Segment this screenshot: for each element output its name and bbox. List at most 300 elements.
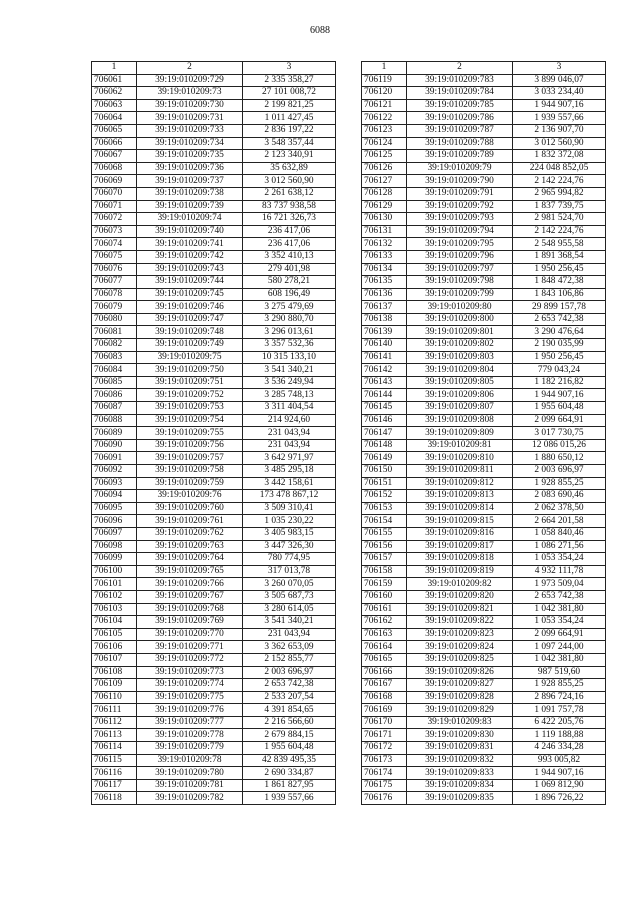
- cadastral-number-cell: 39:19:010209:797: [407, 263, 513, 276]
- row-number-cell: 706156: [362, 540, 407, 553]
- table-row: [92, 792, 336, 805]
- value-cell: 1 939 557,66: [243, 792, 336, 805]
- value-cell: 1 091 757,78: [513, 704, 606, 717]
- table-row: [362, 792, 606, 805]
- value-cell: 3 033 234,40: [513, 87, 606, 100]
- table-row: [362, 250, 606, 263]
- table-row: [92, 187, 336, 200]
- row-number-cell: 706158: [362, 565, 407, 578]
- row-number-cell: 706102: [92, 590, 137, 603]
- value-cell: 173 478 867,12: [243, 490, 336, 503]
- value-cell: 27 101 008,72: [243, 87, 336, 100]
- table-row: [92, 414, 336, 427]
- row-number-cell: 706104: [92, 616, 137, 629]
- cadastral-number-cell: 39:19:010209:774: [137, 679, 243, 692]
- value-cell: 987 519,60: [513, 666, 606, 679]
- cadastral-number-cell: 39:19:010209:803: [407, 351, 513, 364]
- value-cell: 3 642 971,97: [243, 452, 336, 465]
- cadastral-number-cell: 39:19:010209:815: [407, 515, 513, 528]
- cadastral-number-cell: 39:19:010209:763: [137, 540, 243, 553]
- table-row: [92, 628, 336, 641]
- value-cell: 2 836 197,22: [243, 124, 336, 137]
- value-cell: 83 737 938,58: [243, 200, 336, 213]
- cadastral-number-cell: 39:19:010209:830: [407, 729, 513, 742]
- cadastral-number-cell: 39:19:010209:734: [137, 137, 243, 150]
- cadastral-number-cell: 39:19:010209:821: [407, 603, 513, 616]
- cadastral-number-cell: 39:19:010209:832: [407, 754, 513, 767]
- table-row: [362, 439, 606, 452]
- cadastral-number-cell: 39:19:010209:736: [137, 162, 243, 175]
- value-cell: 3 899 046,07: [513, 74, 606, 87]
- value-cell: 3 012 560,90: [243, 175, 336, 188]
- row-number-cell: 706105: [92, 628, 137, 641]
- cadastral-number-cell: 39:19:010209:74: [137, 213, 243, 226]
- table-row: [362, 540, 606, 553]
- row-number-cell: 706070: [92, 187, 137, 200]
- cadastral-number-cell: 39:19:010209:749: [137, 339, 243, 352]
- row-number-cell: 706132: [362, 238, 407, 251]
- value-cell: 2 099 664,91: [513, 414, 606, 427]
- cadastral-number-cell: 39:19:010209:802: [407, 339, 513, 352]
- cadastral-number-cell: 39:19:010209:773: [137, 666, 243, 679]
- cadastral-number-cell: 39:19:010209:767: [137, 590, 243, 603]
- cadastral-number-cell: 39:19:010209:81: [407, 439, 513, 452]
- row-number-cell: 706073: [92, 225, 137, 238]
- cadastral-number-cell: 39:19:010209:755: [137, 427, 243, 440]
- value-cell: 2 653 742,38: [513, 313, 606, 326]
- table-row: [362, 527, 606, 540]
- cadastral-number-cell: 39:19:010209:731: [137, 112, 243, 125]
- value-cell: 2 083 690,46: [513, 490, 606, 503]
- value-cell: 2 548 955,58: [513, 238, 606, 251]
- table-row: [362, 276, 606, 289]
- table-row: [362, 628, 606, 641]
- value-cell: 3 311 404,54: [243, 402, 336, 415]
- row-number-cell: 706141: [362, 351, 407, 364]
- value-cell: 2 653 742,38: [513, 590, 606, 603]
- table-row: [92, 402, 336, 415]
- table-row: [92, 288, 336, 301]
- cadastral-number-cell: 39:19:010209:765: [137, 565, 243, 578]
- cadastral-number-cell: 39:19:010209:80: [407, 301, 513, 314]
- table-row: [92, 729, 336, 742]
- value-cell: 231 043,94: [243, 628, 336, 641]
- value-cell: 1 955 604,48: [243, 742, 336, 755]
- column-header-1: 1: [92, 62, 137, 75]
- row-number-cell: 706174: [362, 767, 407, 780]
- row-number-cell: 706165: [362, 653, 407, 666]
- row-number-cell: 706138: [362, 313, 407, 326]
- row-number-cell: 706125: [362, 150, 407, 163]
- cadastral-number-cell: 39:19:010209:782: [137, 792, 243, 805]
- row-number-cell: 706066: [92, 137, 137, 150]
- table-row: [362, 187, 606, 200]
- table-row: [92, 313, 336, 326]
- value-cell: 1 053 354,24: [513, 553, 606, 566]
- value-cell: 3 285 748,13: [243, 389, 336, 402]
- value-cell: 1 011 427,45: [243, 112, 336, 125]
- row-number-cell: 706145: [362, 402, 407, 415]
- value-cell: 1 944 907,16: [513, 389, 606, 402]
- row-number-cell: 706091: [92, 452, 137, 465]
- cadastral-number-cell: 39:19:010209:778: [137, 729, 243, 742]
- value-cell: 2 062 378,50: [513, 502, 606, 515]
- table-row: [362, 87, 606, 100]
- row-number-cell: 706111: [92, 704, 137, 717]
- cadastral-number-cell: 39:19:010209:804: [407, 364, 513, 377]
- table-row: [92, 679, 336, 692]
- value-cell: 3 541 340,21: [243, 364, 336, 377]
- cadastral-number-cell: 39:19:010209:791: [407, 187, 513, 200]
- value-cell: 3 290 880,70: [243, 313, 336, 326]
- row-number-cell: 706071: [92, 200, 137, 213]
- cadastral-number-cell: 39:19:010209:73: [137, 87, 243, 100]
- row-number-cell: 706074: [92, 238, 137, 251]
- table-row: [362, 124, 606, 137]
- table-row: [92, 175, 336, 188]
- table-row: [362, 679, 606, 692]
- row-number-cell: 706167: [362, 679, 407, 692]
- cadastral-number-cell: 39:19:010209:787: [407, 124, 513, 137]
- row-number-cell: 706130: [362, 213, 407, 226]
- value-cell: 1 119 188,88: [513, 729, 606, 742]
- table-row: [92, 301, 336, 314]
- value-cell: 608 196,49: [243, 288, 336, 301]
- row-number-cell: 706159: [362, 578, 407, 591]
- row-number-cell: 706129: [362, 200, 407, 213]
- row-number-cell: 706121: [362, 99, 407, 112]
- row-number-cell: 706127: [362, 175, 407, 188]
- row-number-cell: 706061: [92, 74, 137, 87]
- cadastral-number-cell: 39:19:010209:754: [137, 414, 243, 427]
- value-cell: 2 679 884,15: [243, 729, 336, 742]
- table-row: [362, 376, 606, 389]
- table-row: [92, 779, 336, 792]
- value-cell: 236 417,06: [243, 225, 336, 238]
- table-row: [362, 502, 606, 515]
- row-number-cell: 706131: [362, 225, 407, 238]
- row-number-cell: 706124: [362, 137, 407, 150]
- table-row: [362, 301, 606, 314]
- row-number-cell: 706080: [92, 313, 137, 326]
- table-row: [362, 716, 606, 729]
- table-row: [92, 565, 336, 578]
- table-row: [92, 376, 336, 389]
- cadastral-number-cell: 39:19:010209:776: [137, 704, 243, 717]
- row-number-cell: 706140: [362, 339, 407, 352]
- cadastral-number-cell: 39:19:010209:768: [137, 603, 243, 616]
- table-row: [362, 603, 606, 616]
- value-cell: 42 839 495,35: [243, 754, 336, 767]
- table-row: [92, 616, 336, 629]
- table-row: [92, 427, 336, 440]
- value-cell: 16 721 326,73: [243, 213, 336, 226]
- table-row: [92, 124, 336, 137]
- cadastral-number-cell: 39:19:010209:822: [407, 616, 513, 629]
- table-row: [92, 767, 336, 780]
- row-number-cell: 706079: [92, 301, 137, 314]
- cadastral-number-cell: 39:19:010209:808: [407, 414, 513, 427]
- value-cell: 2 142 224,76: [513, 225, 606, 238]
- row-number-cell: 706147: [362, 427, 407, 440]
- table-row: [92, 754, 336, 767]
- cadastral-number-cell: 39:19:010209:826: [407, 666, 513, 679]
- table-row: [362, 288, 606, 301]
- value-cell: 1 069 812,90: [513, 779, 606, 792]
- cadastral-number-cell: 39:19:010209:793: [407, 213, 513, 226]
- cadastral-number-cell: 39:19:010209:766: [137, 578, 243, 591]
- row-number-cell: 706067: [92, 150, 137, 163]
- row-number-cell: 706168: [362, 691, 407, 704]
- value-cell: 2 199 821,25: [243, 99, 336, 112]
- table-row: [362, 364, 606, 377]
- row-number-cell: 706171: [362, 729, 407, 742]
- row-number-cell: 706170: [362, 716, 407, 729]
- cadastral-number-cell: 39:19:010209:795: [407, 238, 513, 251]
- row-number-cell: 706135: [362, 276, 407, 289]
- registry-table-right: [361, 61, 606, 805]
- table-row: [362, 565, 606, 578]
- cadastral-number-cell: 39:19:010209:814: [407, 502, 513, 515]
- table-row: [362, 74, 606, 87]
- cadastral-number-cell: 39:19:010209:790: [407, 175, 513, 188]
- row-number-cell: 706081: [92, 326, 137, 339]
- row-number-cell: 706083: [92, 351, 137, 364]
- row-number-cell: 706175: [362, 779, 407, 792]
- table-row: [92, 553, 336, 566]
- cadastral-number-cell: 39:19:010209:737: [137, 175, 243, 188]
- cadastral-number-cell: 39:19:010209:775: [137, 691, 243, 704]
- value-cell: 3 260 070,05: [243, 578, 336, 591]
- table-row: [362, 691, 606, 704]
- table-row: [92, 704, 336, 717]
- table-row: [92, 213, 336, 226]
- row-number-cell: 706157: [362, 553, 407, 566]
- cadastral-number-cell: 39:19:010209:827: [407, 679, 513, 692]
- table-row: [362, 452, 606, 465]
- table-row: [362, 704, 606, 717]
- table-row: [362, 754, 606, 767]
- row-number-cell: 706088: [92, 414, 137, 427]
- cadastral-number-cell: 39:19:010209:750: [137, 364, 243, 377]
- row-number-cell: 706085: [92, 376, 137, 389]
- row-number-cell: 706155: [362, 527, 407, 540]
- value-cell: 2 690 334,87: [243, 767, 336, 780]
- cadastral-number-cell: 39:19:010209:744: [137, 276, 243, 289]
- value-cell: 1 035 230,22: [243, 515, 336, 528]
- row-number-cell: 706150: [362, 465, 407, 478]
- cadastral-number-cell: 39:19:010209:745: [137, 288, 243, 301]
- table-row: [92, 502, 336, 515]
- value-cell: 12 086 015,26: [513, 439, 606, 452]
- value-cell: 1 832 372,08: [513, 150, 606, 163]
- table-row: [92, 276, 336, 289]
- value-cell: 3 362 653,09: [243, 641, 336, 654]
- row-number-cell: 706084: [92, 364, 137, 377]
- cadastral-number-cell: 39:19:010209:799: [407, 288, 513, 301]
- cadastral-number-cell: 39:19:010209:733: [137, 124, 243, 137]
- table-row: [92, 99, 336, 112]
- value-cell: 1 042 381,80: [513, 603, 606, 616]
- table-row: [92, 112, 336, 125]
- value-cell: 4 246 334,28: [513, 742, 606, 755]
- cadastral-number-cell: 39:19:010209:760: [137, 502, 243, 515]
- table-row: [362, 162, 606, 175]
- row-number-cell: 706065: [92, 124, 137, 137]
- row-number-cell: 706114: [92, 742, 137, 755]
- value-cell: 1 042 381,80: [513, 653, 606, 666]
- column-header-2: 2: [137, 62, 243, 75]
- row-number-cell: 706136: [362, 288, 407, 301]
- row-number-cell: 706072: [92, 213, 137, 226]
- column-header-3: 3: [243, 62, 336, 75]
- cadastral-number-cell: 39:19:010209:794: [407, 225, 513, 238]
- column-header-2: 2: [407, 62, 513, 75]
- row-number-cell: 706062: [92, 87, 137, 100]
- row-number-cell: 706115: [92, 754, 137, 767]
- row-number-cell: 706122: [362, 112, 407, 125]
- row-number-cell: 706092: [92, 465, 137, 478]
- row-number-cell: 706100: [92, 565, 137, 578]
- cadastral-number-cell: 39:19:010209:75: [137, 351, 243, 364]
- row-number-cell: 706082: [92, 339, 137, 352]
- cadastral-number-cell: 39:19:010209:813: [407, 490, 513, 503]
- row-number-cell: 706108: [92, 666, 137, 679]
- cadastral-number-cell: 39:19:010209:753: [137, 402, 243, 415]
- table-row: [92, 477, 336, 490]
- table-row: [362, 427, 606, 440]
- value-cell: 2 664 201,58: [513, 515, 606, 528]
- row-number-cell: 706113: [92, 729, 137, 742]
- table-row: [362, 553, 606, 566]
- value-cell: 993 005,82: [513, 754, 606, 767]
- value-cell: 2 123 340,91: [243, 150, 336, 163]
- table-row: [92, 515, 336, 528]
- row-number-cell: 706098: [92, 540, 137, 553]
- table-row: [92, 339, 336, 352]
- row-number-cell: 706068: [92, 162, 137, 175]
- table-row: [362, 414, 606, 427]
- table-row: [362, 389, 606, 402]
- value-cell: 2 003 696,97: [513, 465, 606, 478]
- table-row: [92, 200, 336, 213]
- value-cell: 1 939 557,66: [513, 112, 606, 125]
- cadastral-number-cell: 39:19:010209:756: [137, 439, 243, 452]
- table-row: [92, 87, 336, 100]
- value-cell: 780 774,95: [243, 553, 336, 566]
- row-number-cell: 706173: [362, 754, 407, 767]
- row-number-cell: 706110: [92, 691, 137, 704]
- table-row: [92, 603, 336, 616]
- row-number-cell: 706077: [92, 276, 137, 289]
- cadastral-number-cell: 39:19:010209:807: [407, 402, 513, 415]
- table-row: [92, 578, 336, 591]
- row-number-cell: 706154: [362, 515, 407, 528]
- table-row: [92, 225, 336, 238]
- cadastral-number-cell: 39:19:010209:812: [407, 477, 513, 490]
- table-row: [92, 742, 336, 755]
- cadastral-number-cell: 39:19:010209:780: [137, 767, 243, 780]
- row-number-cell: 706144: [362, 389, 407, 402]
- row-number-cell: 706169: [362, 704, 407, 717]
- row-number-cell: 706149: [362, 452, 407, 465]
- cadastral-number-cell: 39:19:010209:752: [137, 389, 243, 402]
- table-row: [92, 641, 336, 654]
- value-cell: 2 896 724,16: [513, 691, 606, 704]
- value-cell: 231 043,94: [243, 427, 336, 440]
- cadastral-number-cell: 39:19:010209:819: [407, 565, 513, 578]
- cadastral-number-cell: 39:19:010209:771: [137, 641, 243, 654]
- cadastral-number-cell: 39:19:010209:783: [407, 74, 513, 87]
- table-row: [362, 326, 606, 339]
- value-cell: 2 335 358,27: [243, 74, 336, 87]
- cadastral-number-cell: 39:19:010209:761: [137, 515, 243, 528]
- cadastral-number-cell: 39:19:010209:742: [137, 250, 243, 263]
- cadastral-number-cell: 39:19:010209:759: [137, 477, 243, 490]
- table-row: [92, 137, 336, 150]
- cadastral-number-cell: 39:19:010209:788: [407, 137, 513, 150]
- cadastral-number-cell: 39:19:010209:811: [407, 465, 513, 478]
- value-cell: 1 053 354,24: [513, 616, 606, 629]
- cadastral-number-cell: 39:19:010209:796: [407, 250, 513, 263]
- cadastral-number-cell: 39:19:010209:800: [407, 313, 513, 326]
- value-cell: 317 013,78: [243, 565, 336, 578]
- value-cell: 1 182 216,82: [513, 376, 606, 389]
- row-number-cell: 706128: [362, 187, 407, 200]
- value-cell: 3 541 340,21: [243, 616, 336, 629]
- table-row: [362, 150, 606, 163]
- value-cell: 1 086 271,56: [513, 540, 606, 553]
- table-row: [92, 162, 336, 175]
- value-cell: 3 012 560,90: [513, 137, 606, 150]
- registry-table-left-body: [92, 74, 336, 804]
- cadastral-number-cell: 39:19:010209:817: [407, 540, 513, 553]
- cadastral-number-cell: 39:19:010209:810: [407, 452, 513, 465]
- value-cell: 214 924,60: [243, 414, 336, 427]
- value-cell: 3 442 158,61: [243, 477, 336, 490]
- row-number-cell: 706101: [92, 578, 137, 591]
- cadastral-number-cell: 39:19:010209:792: [407, 200, 513, 213]
- value-cell: 3 505 687,73: [243, 590, 336, 603]
- table-row: [362, 313, 606, 326]
- table-row: [92, 590, 336, 603]
- row-number-cell: 706096: [92, 515, 137, 528]
- cadastral-number-cell: 39:19:010209:751: [137, 376, 243, 389]
- row-number-cell: 706106: [92, 641, 137, 654]
- table-row: [362, 490, 606, 503]
- cadastral-number-cell: 39:19:010209:79: [407, 162, 513, 175]
- row-number-cell: 706097: [92, 527, 137, 540]
- row-number-cell: 706089: [92, 427, 137, 440]
- row-number-cell: 706153: [362, 502, 407, 515]
- table-row: [362, 779, 606, 792]
- table-row: [92, 263, 336, 276]
- row-number-cell: 706143: [362, 376, 407, 389]
- table-header-row: [362, 62, 606, 75]
- value-cell: 1 058 840,46: [513, 527, 606, 540]
- row-number-cell: 706162: [362, 616, 407, 629]
- row-number-cell: 706151: [362, 477, 407, 490]
- cadastral-number-cell: 39:19:010209:83: [407, 716, 513, 729]
- cadastral-number-cell: 39:19:010209:764: [137, 553, 243, 566]
- table-row: [362, 477, 606, 490]
- value-cell: 3 352 410,13: [243, 250, 336, 263]
- value-cell: 779 043,24: [513, 364, 606, 377]
- row-number-cell: 706133: [362, 250, 407, 263]
- value-cell: 1 928 855,25: [513, 477, 606, 490]
- cadastral-number-cell: 39:19:010209:729: [137, 74, 243, 87]
- value-cell: 1 861 827,95: [243, 779, 336, 792]
